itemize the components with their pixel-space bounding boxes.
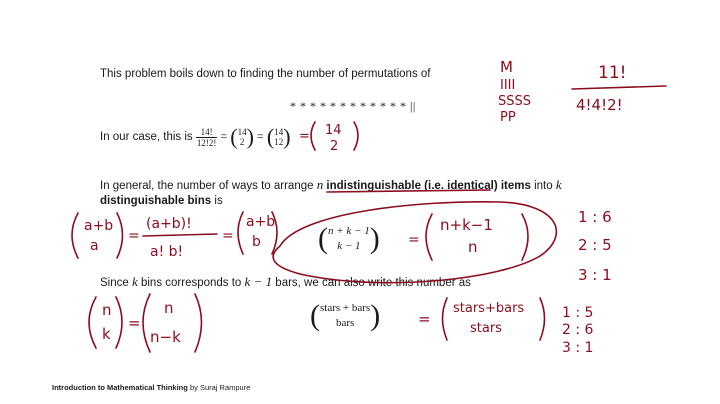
binom3-bot: k − 1 bbox=[337, 240, 361, 252]
var-n: n bbox=[316, 177, 324, 192]
ink-stars-3: 3 : 1 bbox=[562, 340, 594, 356]
ink-eq: = bbox=[128, 228, 140, 244]
ink-nk-bot: n bbox=[468, 238, 478, 256]
ink-frac-top: 11! bbox=[598, 63, 627, 83]
binom-nk: ( n + k − 1 k − 1 ) bbox=[318, 222, 380, 255]
ink-ab-frac-num: (a+b)! bbox=[146, 216, 192, 232]
ink-paren bbox=[443, 298, 448, 340]
general-bins: distinguishable bins bbox=[100, 195, 212, 207]
binom-14-12: ( 14 12 ) bbox=[266, 124, 291, 149]
since-prefix: Since bbox=[100, 277, 129, 289]
binom4-bot: bars bbox=[335, 317, 355, 329]
binom-14-2: ( 14 2 ) bbox=[230, 124, 254, 149]
ink-ab2-top: a+b bbox=[246, 214, 276, 230]
ink-eq: = bbox=[128, 314, 141, 332]
ink-stars-1: 1 : 5 bbox=[562, 305, 594, 321]
ink-eq: = bbox=[418, 310, 431, 328]
general-into: into bbox=[534, 180, 553, 192]
binom4-top: stars + bars bbox=[320, 302, 371, 314]
ink-frac-line bbox=[572, 86, 666, 89]
case-prefix: In our case, this is bbox=[100, 131, 193, 144]
case-frac-num: 14! bbox=[196, 127, 218, 138]
equals-sign: = bbox=[220, 131, 228, 144]
footer-title: Introduction to Mathematical Thinking bbox=[52, 383, 188, 392]
footer-byline: by Suraj Rampure bbox=[189, 383, 251, 392]
ink-paren bbox=[426, 214, 432, 260]
ink-s: SSSS bbox=[498, 94, 532, 109]
case-frac-den: 12!2! bbox=[196, 137, 217, 148]
ink-case-bot: 2 bbox=[330, 139, 339, 154]
ink-underline bbox=[327, 190, 490, 192]
binom3-top: n + k − 1 bbox=[328, 225, 370, 237]
ink-p: PP bbox=[500, 110, 516, 125]
general-prefix: In general, the number of ways to arrange bbox=[100, 180, 314, 192]
ink-i: IIII bbox=[500, 78, 516, 93]
since-mid: bins corresponds to bbox=[140, 277, 242, 289]
ink-paren bbox=[72, 213, 78, 258]
ink-frac-bot: 4!4!2! bbox=[576, 96, 623, 114]
binom1-top: 14 bbox=[237, 127, 247, 137]
ink-eq: = bbox=[222, 228, 234, 244]
var-k-minus-1: k − 1 bbox=[244, 274, 273, 289]
ink-ratio-3: 3 : 1 bbox=[578, 266, 612, 284]
ink-ab-top: a+b bbox=[84, 218, 114, 234]
ink-sb-bot: stars bbox=[470, 321, 502, 336]
ink-paren bbox=[195, 294, 202, 352]
ink-ratio-2: 2 : 5 bbox=[578, 236, 612, 254]
ink-paren bbox=[354, 122, 358, 150]
equals-sign: = bbox=[257, 131, 264, 144]
ink-stars-2: 2 : 6 bbox=[562, 322, 594, 338]
ink-paren bbox=[522, 214, 528, 260]
ink-nn2-bot: n−k bbox=[150, 328, 181, 346]
ink-ab2-bot: b bbox=[252, 234, 261, 250]
intro-text: This problem boils down to finding the number of permutations of bbox=[100, 68, 431, 80]
general-is: is bbox=[214, 195, 223, 207]
ink-paren bbox=[238, 212, 243, 254]
ink-nn2-top: n bbox=[164, 299, 174, 317]
ink-eq: = bbox=[299, 129, 310, 144]
ink-paren bbox=[540, 298, 545, 340]
binom-stars-bars: ( stars + bars bars ) bbox=[310, 299, 381, 332]
ink-frac-line bbox=[143, 234, 217, 236]
since-suffix: bars, we can also write this number as bbox=[275, 277, 471, 289]
ink-nk-top: n+k−1 bbox=[440, 216, 493, 234]
ink-case-top: 14 bbox=[325, 123, 342, 138]
binom1-bot: 2 bbox=[239, 137, 245, 147]
ink-ratio-1: 1 : 6 bbox=[578, 208, 612, 226]
ink-paren bbox=[117, 213, 123, 258]
ink-nn-bot: k bbox=[102, 325, 111, 343]
var-k: k bbox=[555, 177, 562, 192]
ink-paren bbox=[311, 122, 315, 150]
binom2-top: 14 bbox=[274, 127, 284, 137]
ink-m: M bbox=[500, 58, 513, 76]
general-bold: indistinguishable (i.e. identical) items bbox=[326, 180, 531, 192]
ink-paren bbox=[89, 297, 96, 348]
stars-bars-sequence: * * * * * * * * * * * * || bbox=[290, 99, 416, 113]
ink-ab-bot: a bbox=[90, 238, 99, 254]
ink-paren bbox=[143, 294, 150, 352]
ink-sb-top: stars+bars bbox=[453, 301, 525, 316]
ink-eq: = bbox=[408, 232, 420, 248]
binom2-bot: 12 bbox=[274, 137, 284, 147]
var-k: k bbox=[131, 274, 138, 289]
ink-paren bbox=[116, 297, 122, 348]
ink-nn-top: n bbox=[102, 301, 112, 319]
ink-ab-frac-den: a! b! bbox=[150, 244, 184, 260]
